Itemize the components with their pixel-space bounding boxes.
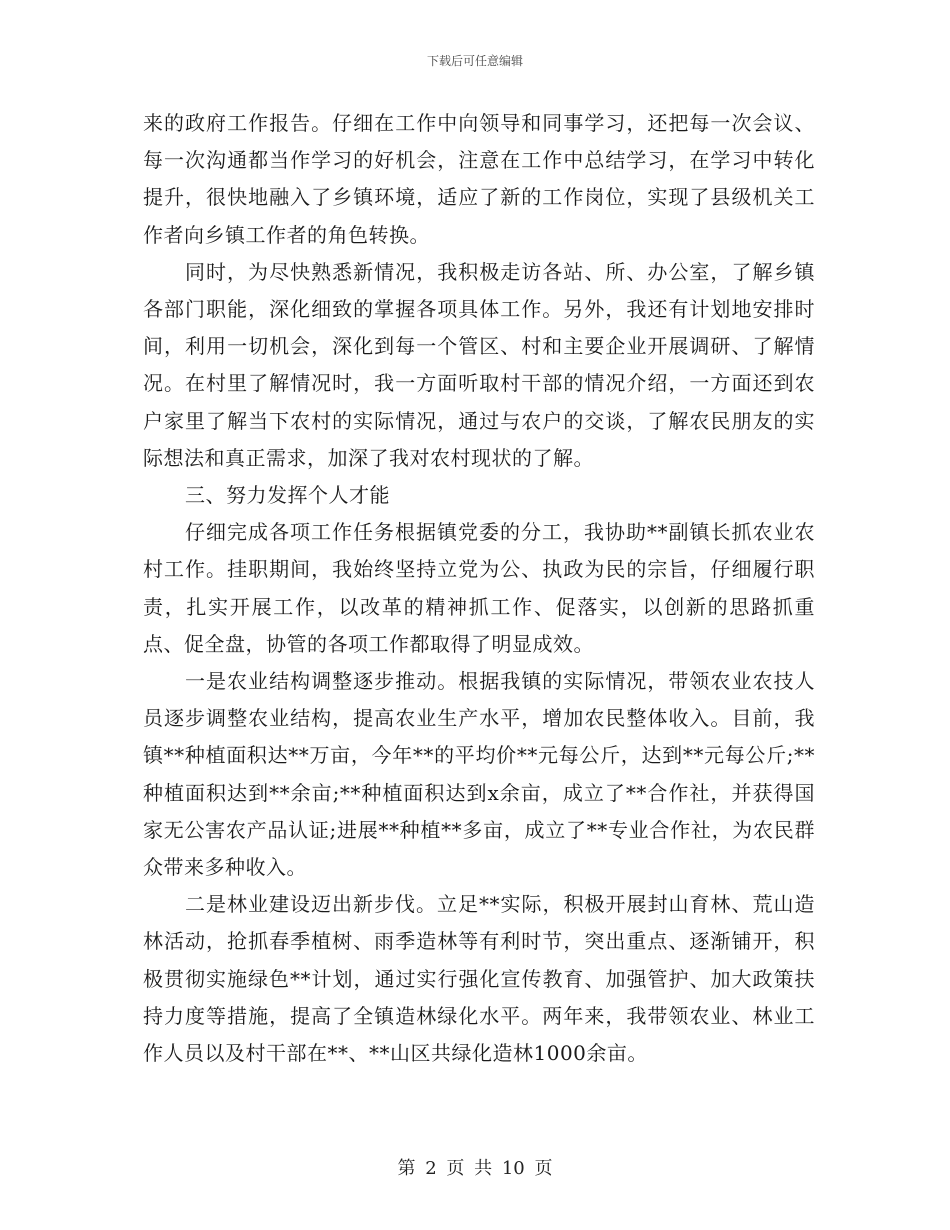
paragraph: 同时，为尽快熟悉新情况，我积极走访各站、所、办公室，了解乡镇各部门职能，深化细致的掌握各项具体工作。另外，我还有计划地安排时间，利用一切机会，深化到每一个管区、村和主要企业开展调研、了解情况。在村里了解情况时，我一方面听取村干部的情况介绍，一方面还到农户家里了解当下农村的实际情况，通过与农户的交谈，了解农民朋友的实际想法和真正需求，加深了我对农村现状的了解。 <box>143 259 815 470</box>
page-number-footer: 第 2 页 共 10 页 <box>397 1158 553 1179</box>
paragraph: 二是林业建设迈出新步伐。立足**实际，积极开展封山育林、荒山造林活动，抢抓春季植树、雨季造林等有利时节，突出重点、逐渐铺开，积极贯彻实施绿色**计划，通过实行强化宣传教育、加强管护、加大政策扶持力度等措施，提高了全镇造林绿化水平。两年来，我带领农业、林业工作人员以及村干部在**、**山区共绿化造林1000余亩。 <box>143 892 815 1066</box>
section-heading: 三、努力发挥个人才能 <box>185 483 390 508</box>
page-header: 下载后可任意编辑 <box>426 54 523 68</box>
paragraph: 一是农业结构调整逐步推动。根据我镇的实际情况，带领农业农技人员逐步调整农业结构，提高农业生产水平，增加农民整体收入。目前，我镇**种植面积达**万亩，今年**的平均价**元每公斤，达到**元每公斤;**种植面积达到**余亩;**种植面积达到x余亩，成立了**合作社，并获得国家无公害农产品认证;进展**种植**多亩，成立了**专业合作社，为农民群众带来多种收入。 <box>143 669 815 880</box>
document-body <box>143 105 815 1072</box>
paragraph: 仔细完成各项工作任务根据镇党委的分工，我协助**副镇长抓农业农村工作。挂职期间，我始终坚持立党为公、执政为民的宗旨，仔细履行职责，扎实开展工作，以改革的精神抓工作、促落实，以创新的思路抓重点、促全盘，协管的各项工作都取得了明显成效。 <box>143 520 815 656</box>
paragraph: 来的政府工作报告。仔细在工作中向领导和同事学习，还把每一次会议、每一次沟通都当作学习的好机会，注意在工作中总结学习，在学习中转化提升，很快地融入了乡镇环境，适应了新的工作岗位，实现了县级机关工作者向乡镇工作者的角色转换。 <box>143 111 815 247</box>
